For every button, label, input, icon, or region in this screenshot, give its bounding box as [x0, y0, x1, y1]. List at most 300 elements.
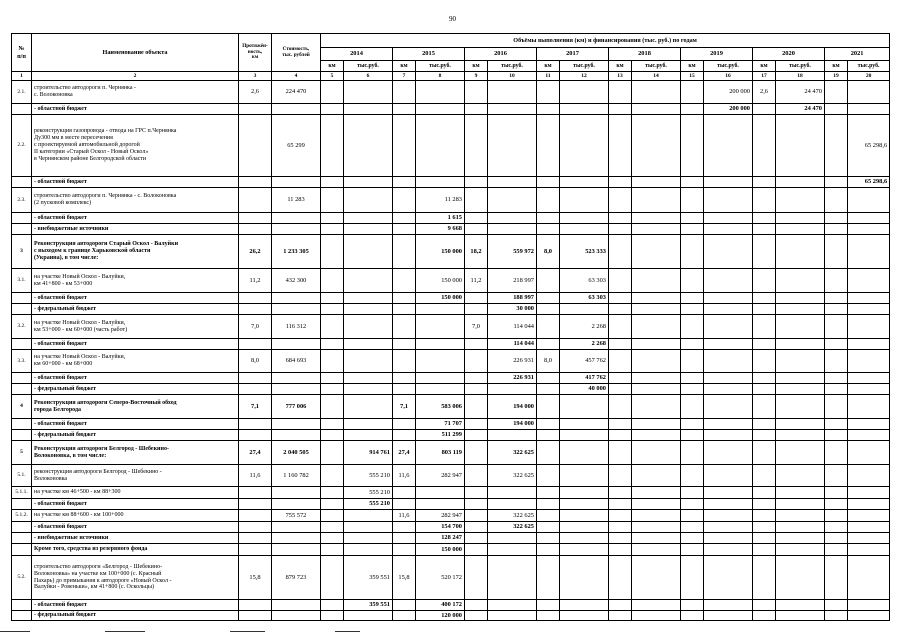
- km-cell: [321, 188, 344, 213]
- rub-cell: [704, 269, 753, 293]
- unit-km-header: км: [825, 61, 848, 72]
- object-name: на участке км 88+600 - км 100+000: [32, 510, 239, 522]
- col-length-header: Протяжён- ность, км: [239, 34, 272, 72]
- column-number: 7: [393, 72, 416, 81]
- cost-cell: [272, 600, 321, 611]
- unit-km-header: км: [465, 61, 488, 72]
- km-cell: [465, 600, 488, 611]
- column-number: 20: [848, 72, 890, 81]
- cost-cell: 11 283: [272, 188, 321, 213]
- rub-cell: [560, 395, 609, 419]
- rub-cell: 2 268: [560, 339, 609, 350]
- object-name: реконструкция газопровода - отвода на ГРС п.Чернянка Ду300 мм в месте пересечения с проектируемой автомобильной дорогой II категории «Старый Оскол - Новый Оскол» в Чернянском районе Белгородской области: [32, 115, 239, 177]
- rub-cell: [704, 115, 753, 177]
- rub-cell: 417 762: [560, 373, 609, 384]
- rub-cell: [632, 104, 681, 115]
- object-name: на участке км 46+500 - км 88+300: [32, 487, 239, 499]
- cost-cell: [272, 304, 321, 315]
- row-number: [12, 293, 32, 304]
- length-cell: [239, 487, 272, 499]
- km-cell: [825, 395, 848, 419]
- km-cell: [609, 115, 632, 177]
- rub-cell: [488, 224, 537, 235]
- rub-cell: [632, 510, 681, 522]
- rub-cell: [344, 544, 393, 556]
- rub-cell: [560, 441, 609, 465]
- km-cell: [681, 441, 704, 465]
- rub-cell: [416, 304, 465, 315]
- rub-cell: 520 172: [416, 556, 465, 600]
- km-cell: [753, 293, 776, 304]
- km-cell: [393, 235, 416, 269]
- column-numbers-row: [12, 72, 890, 81]
- rub-cell: [488, 104, 537, 115]
- km-cell: [465, 465, 488, 487]
- object-name: - областной бюджет: [32, 373, 239, 384]
- length-cell: [239, 533, 272, 544]
- km-cell: [465, 104, 488, 115]
- row-number: 2.2.: [12, 115, 32, 177]
- km-cell: [609, 304, 632, 315]
- financing-table: [11, 33, 890, 621]
- cost-cell: 755 572: [272, 510, 321, 522]
- length-cell: [239, 304, 272, 315]
- rub-cell: [560, 430, 609, 441]
- unit-rub-header: тыс.руб.: [488, 61, 537, 72]
- rub-cell: [560, 487, 609, 499]
- km-cell: [393, 339, 416, 350]
- column-number: 18: [776, 72, 825, 81]
- cost-cell: [272, 487, 321, 499]
- km-cell: [609, 441, 632, 465]
- km-cell: [609, 213, 632, 224]
- rub-cell: [848, 373, 890, 384]
- budget-source-row: [12, 293, 890, 304]
- rub-cell: 188 997: [488, 293, 537, 304]
- table-row: [12, 81, 890, 104]
- km-cell: [825, 224, 848, 235]
- length-cell: [239, 224, 272, 235]
- rub-cell: 128 247: [416, 533, 465, 544]
- cost-cell: [272, 533, 321, 544]
- rub-cell: [848, 510, 890, 522]
- km-cell: [609, 556, 632, 600]
- km-cell: [321, 465, 344, 487]
- length-cell: [239, 384, 272, 395]
- rub-cell: [848, 533, 890, 544]
- km-cell: [465, 115, 488, 177]
- column-number: 9: [465, 72, 488, 81]
- km-cell: [321, 177, 344, 188]
- km-cell: [321, 81, 344, 104]
- cost-cell: [272, 213, 321, 224]
- unit-km-header: км: [321, 61, 344, 72]
- row-number: 2.1.: [12, 81, 32, 104]
- km-cell: [465, 487, 488, 499]
- km-cell: [537, 600, 560, 611]
- km-cell: [681, 81, 704, 104]
- cost-cell: [272, 373, 321, 384]
- length-cell: 8,0: [239, 350, 272, 373]
- km-cell: [465, 350, 488, 373]
- unit-km-header: км: [537, 61, 560, 72]
- object-name: - областной бюджет: [32, 499, 239, 510]
- row-number: [12, 533, 32, 544]
- km-cell: [465, 419, 488, 430]
- rub-cell: 65 298,6: [848, 177, 890, 188]
- km-cell: [393, 115, 416, 177]
- rub-cell: [632, 544, 681, 556]
- rub-cell: [776, 430, 825, 441]
- rub-cell: [416, 81, 465, 104]
- rub-cell: 583 006: [416, 395, 465, 419]
- rub-cell: [416, 115, 465, 177]
- rub-cell: [344, 419, 393, 430]
- km-cell: [825, 269, 848, 293]
- km-cell: [753, 384, 776, 395]
- rub-cell: [560, 556, 609, 600]
- km-cell: [537, 556, 560, 600]
- rub-cell: [704, 522, 753, 533]
- table-row: [12, 188, 890, 213]
- km-cell: [321, 522, 344, 533]
- column-number: 14: [632, 72, 681, 81]
- budget-source-row: [12, 600, 890, 611]
- object-name: - федеральный бюджет: [32, 430, 239, 441]
- rub-cell: [776, 177, 825, 188]
- column-number: 2: [32, 72, 239, 81]
- rub-cell: [776, 544, 825, 556]
- cost-cell: [272, 419, 321, 430]
- rub-cell: [344, 430, 393, 441]
- rub-cell: [344, 384, 393, 395]
- length-cell: [239, 177, 272, 188]
- rub-cell: [848, 104, 890, 115]
- km-cell: [465, 293, 488, 304]
- km-cell: [537, 224, 560, 235]
- rub-cell: [632, 188, 681, 213]
- km-cell: [609, 533, 632, 544]
- col-no-header: № п/п: [12, 34, 32, 72]
- rub-cell: [704, 510, 753, 522]
- rub-cell: 322 625: [488, 441, 537, 465]
- km-cell: 7,1: [393, 395, 416, 419]
- km-cell: [393, 487, 416, 499]
- km-cell: [393, 419, 416, 430]
- km-cell: [465, 188, 488, 213]
- rub-cell: [416, 499, 465, 510]
- rub-cell: 24 470: [776, 104, 825, 115]
- km-cell: [681, 293, 704, 304]
- rub-cell: 200 000: [704, 81, 753, 104]
- km-cell: [465, 304, 488, 315]
- year-header: 2020: [753, 48, 825, 61]
- rub-cell: [848, 81, 890, 104]
- column-number: 4: [272, 72, 321, 81]
- km-cell: 27,4: [393, 441, 416, 465]
- rub-cell: 555 210: [344, 465, 393, 487]
- cost-cell: 1 160 782: [272, 465, 321, 487]
- km-cell: [753, 556, 776, 600]
- rub-cell: [344, 104, 393, 115]
- rub-cell: 322 625: [488, 465, 537, 487]
- rub-cell: 322 625: [488, 522, 537, 533]
- km-cell: [609, 104, 632, 115]
- rub-cell: [560, 213, 609, 224]
- rub-cell: [704, 304, 753, 315]
- km-cell: [753, 499, 776, 510]
- km-cell: [537, 510, 560, 522]
- year-header: 2018: [609, 48, 681, 61]
- km-cell: [681, 510, 704, 522]
- rub-cell: [704, 384, 753, 395]
- rub-cell: [848, 487, 890, 499]
- km-cell: [753, 115, 776, 177]
- cost-cell: [272, 611, 321, 621]
- km-cell: [537, 81, 560, 104]
- rub-cell: [632, 384, 681, 395]
- km-cell: [609, 465, 632, 487]
- bottom-mark: [335, 631, 360, 632]
- km-cell: [465, 213, 488, 224]
- length-cell: [239, 188, 272, 213]
- km-cell: [321, 499, 344, 510]
- rub-cell: 150 000: [416, 235, 465, 269]
- row-number: 5.1.1.: [12, 487, 32, 499]
- rub-cell: [848, 213, 890, 224]
- rub-cell: 71 707: [416, 419, 465, 430]
- rub-cell: 40 000: [560, 384, 609, 395]
- km-cell: [753, 269, 776, 293]
- rub-cell: 114 044: [488, 339, 537, 350]
- rub-cell: [560, 465, 609, 487]
- km-cell: [609, 235, 632, 269]
- km-cell: [753, 104, 776, 115]
- length-cell: 15,8: [239, 556, 272, 600]
- rub-cell: [632, 235, 681, 269]
- bottom-mark: [105, 631, 145, 632]
- km-cell: [537, 293, 560, 304]
- rub-cell: [704, 293, 753, 304]
- km-cell: [321, 384, 344, 395]
- rub-cell: [704, 441, 753, 465]
- km-cell: [393, 315, 416, 339]
- rub-cell: [776, 465, 825, 487]
- rub-cell: [704, 235, 753, 269]
- km-cell: [825, 115, 848, 177]
- rub-cell: [344, 188, 393, 213]
- rub-cell: [344, 315, 393, 339]
- rub-cell: [776, 556, 825, 600]
- km-cell: [321, 600, 344, 611]
- km-cell: [537, 499, 560, 510]
- length-cell: [239, 430, 272, 441]
- km-cell: [537, 522, 560, 533]
- km-cell: [609, 224, 632, 235]
- rub-cell: 24 470: [776, 81, 825, 104]
- row-number: 5.1.2.: [12, 510, 32, 522]
- km-cell: [321, 269, 344, 293]
- km-cell: [753, 611, 776, 621]
- km-cell: [321, 339, 344, 350]
- object-name: - внебюджетные источники: [32, 533, 239, 544]
- year-header: 2015: [393, 48, 465, 61]
- rub-cell: [776, 441, 825, 465]
- km-cell: [609, 419, 632, 430]
- rub-cell: [632, 304, 681, 315]
- object-name: Реконструкция автодороги Старый Оскол - Валуйки с выходом к границе Харьковской области (Украина), в том числе:: [32, 235, 239, 269]
- rub-cell: [848, 339, 890, 350]
- rub-cell: 359 551: [344, 600, 393, 611]
- km-cell: [393, 430, 416, 441]
- budget-source-row: [12, 522, 890, 533]
- rub-cell: [632, 81, 681, 104]
- cost-cell: 224 470: [272, 81, 321, 104]
- rub-cell: [560, 104, 609, 115]
- cost-cell: 1 233 305: [272, 235, 321, 269]
- km-cell: [753, 188, 776, 213]
- km-cell: [825, 213, 848, 224]
- rub-cell: [632, 533, 681, 544]
- unit-rub-header: тыс.руб.: [704, 61, 753, 72]
- table-row: [12, 350, 890, 373]
- unit-rub-header: тыс.руб.: [344, 61, 393, 72]
- km-cell: [681, 235, 704, 269]
- km-cell: [753, 430, 776, 441]
- rub-cell: [776, 315, 825, 339]
- year-header: 2014: [321, 48, 393, 61]
- rub-cell: [848, 315, 890, 339]
- length-cell: 2,6: [239, 81, 272, 104]
- km-cell: [609, 499, 632, 510]
- rub-cell: 1 615: [416, 213, 465, 224]
- km-cell: [537, 430, 560, 441]
- km-cell: [753, 419, 776, 430]
- km-cell: [393, 533, 416, 544]
- object-name: - федеральный бюджет: [32, 304, 239, 315]
- km-cell: [321, 213, 344, 224]
- km-cell: [681, 373, 704, 384]
- km-cell: [537, 533, 560, 544]
- column-number: 6: [344, 72, 393, 81]
- km-cell: [825, 339, 848, 350]
- km-cell: 8,0: [537, 235, 560, 269]
- row-number: [12, 544, 32, 556]
- km-cell: [825, 487, 848, 499]
- rub-cell: 555 210: [344, 499, 393, 510]
- bottom-mark: [0, 631, 30, 632]
- rub-cell: 555 210: [344, 487, 393, 499]
- km-cell: [537, 441, 560, 465]
- km-cell: [393, 224, 416, 235]
- km-cell: [825, 465, 848, 487]
- column-number: 12: [560, 72, 609, 81]
- rub-cell: [560, 177, 609, 188]
- object-name: Реконструкция автодороги Белгород - Шебекино- Волоконовка, в том числе:: [32, 441, 239, 465]
- km-cell: [609, 395, 632, 419]
- budget-source-row: [12, 544, 890, 556]
- rub-cell: [704, 188, 753, 213]
- row-number: [12, 522, 32, 533]
- km-cell: [321, 395, 344, 419]
- budget-source-row: [12, 373, 890, 384]
- rub-cell: [776, 499, 825, 510]
- km-cell: [393, 213, 416, 224]
- year-header: 2016: [465, 48, 537, 61]
- row-number: 3.1.: [12, 269, 32, 293]
- row-number: [12, 600, 32, 611]
- km-cell: [393, 269, 416, 293]
- rub-cell: [704, 419, 753, 430]
- km-cell: [321, 430, 344, 441]
- km-cell: [825, 441, 848, 465]
- km-cell: [321, 419, 344, 430]
- object-name: - областной бюджет: [32, 177, 239, 188]
- rub-cell: [848, 350, 890, 373]
- km-cell: [753, 235, 776, 269]
- rub-cell: [632, 487, 681, 499]
- rub-cell: 359 551: [344, 556, 393, 600]
- cost-cell: 116 312: [272, 315, 321, 339]
- km-cell: [825, 293, 848, 304]
- km-cell: [825, 499, 848, 510]
- rub-cell: [704, 533, 753, 544]
- km-cell: [681, 499, 704, 510]
- rub-cell: [848, 293, 890, 304]
- column-number: 11: [537, 72, 560, 81]
- table-row: [12, 315, 890, 339]
- km-cell: [321, 235, 344, 269]
- table-row: [12, 269, 890, 293]
- length-cell: [239, 499, 272, 510]
- row-number: [12, 384, 32, 395]
- km-cell: [465, 499, 488, 510]
- km-cell: [681, 487, 704, 499]
- column-number: 3: [239, 72, 272, 81]
- row-number: 5: [12, 441, 32, 465]
- budget-source-row: [12, 224, 890, 235]
- rub-cell: [344, 177, 393, 188]
- km-cell: [321, 544, 344, 556]
- rub-cell: 194 000: [488, 395, 537, 419]
- rub-cell: [560, 600, 609, 611]
- km-cell: [465, 177, 488, 188]
- rub-cell: 65 298,6: [848, 115, 890, 177]
- rub-cell: [704, 350, 753, 373]
- rub-cell: [344, 522, 393, 533]
- km-cell: [681, 115, 704, 177]
- rub-cell: [704, 224, 753, 235]
- rub-cell: [632, 611, 681, 621]
- unit-km-header: км: [393, 61, 416, 72]
- column-number: 13: [609, 72, 632, 81]
- km-cell: [537, 611, 560, 621]
- budget-source-row: [12, 104, 890, 115]
- object-name: - областной бюджет: [32, 104, 239, 115]
- km-cell: [681, 177, 704, 188]
- km-cell: [537, 373, 560, 384]
- rub-cell: [776, 339, 825, 350]
- rub-cell: 9 668: [416, 224, 465, 235]
- length-cell: [239, 522, 272, 533]
- rub-cell: [488, 188, 537, 213]
- km-cell: [681, 304, 704, 315]
- length-cell: 11,2: [239, 269, 272, 293]
- rub-cell: [344, 304, 393, 315]
- object-name: строительство автодороги п. Чернянка - с. Волоконовка (2 пусковой комплекс): [32, 188, 239, 213]
- rub-cell: [704, 465, 753, 487]
- rub-cell: [632, 213, 681, 224]
